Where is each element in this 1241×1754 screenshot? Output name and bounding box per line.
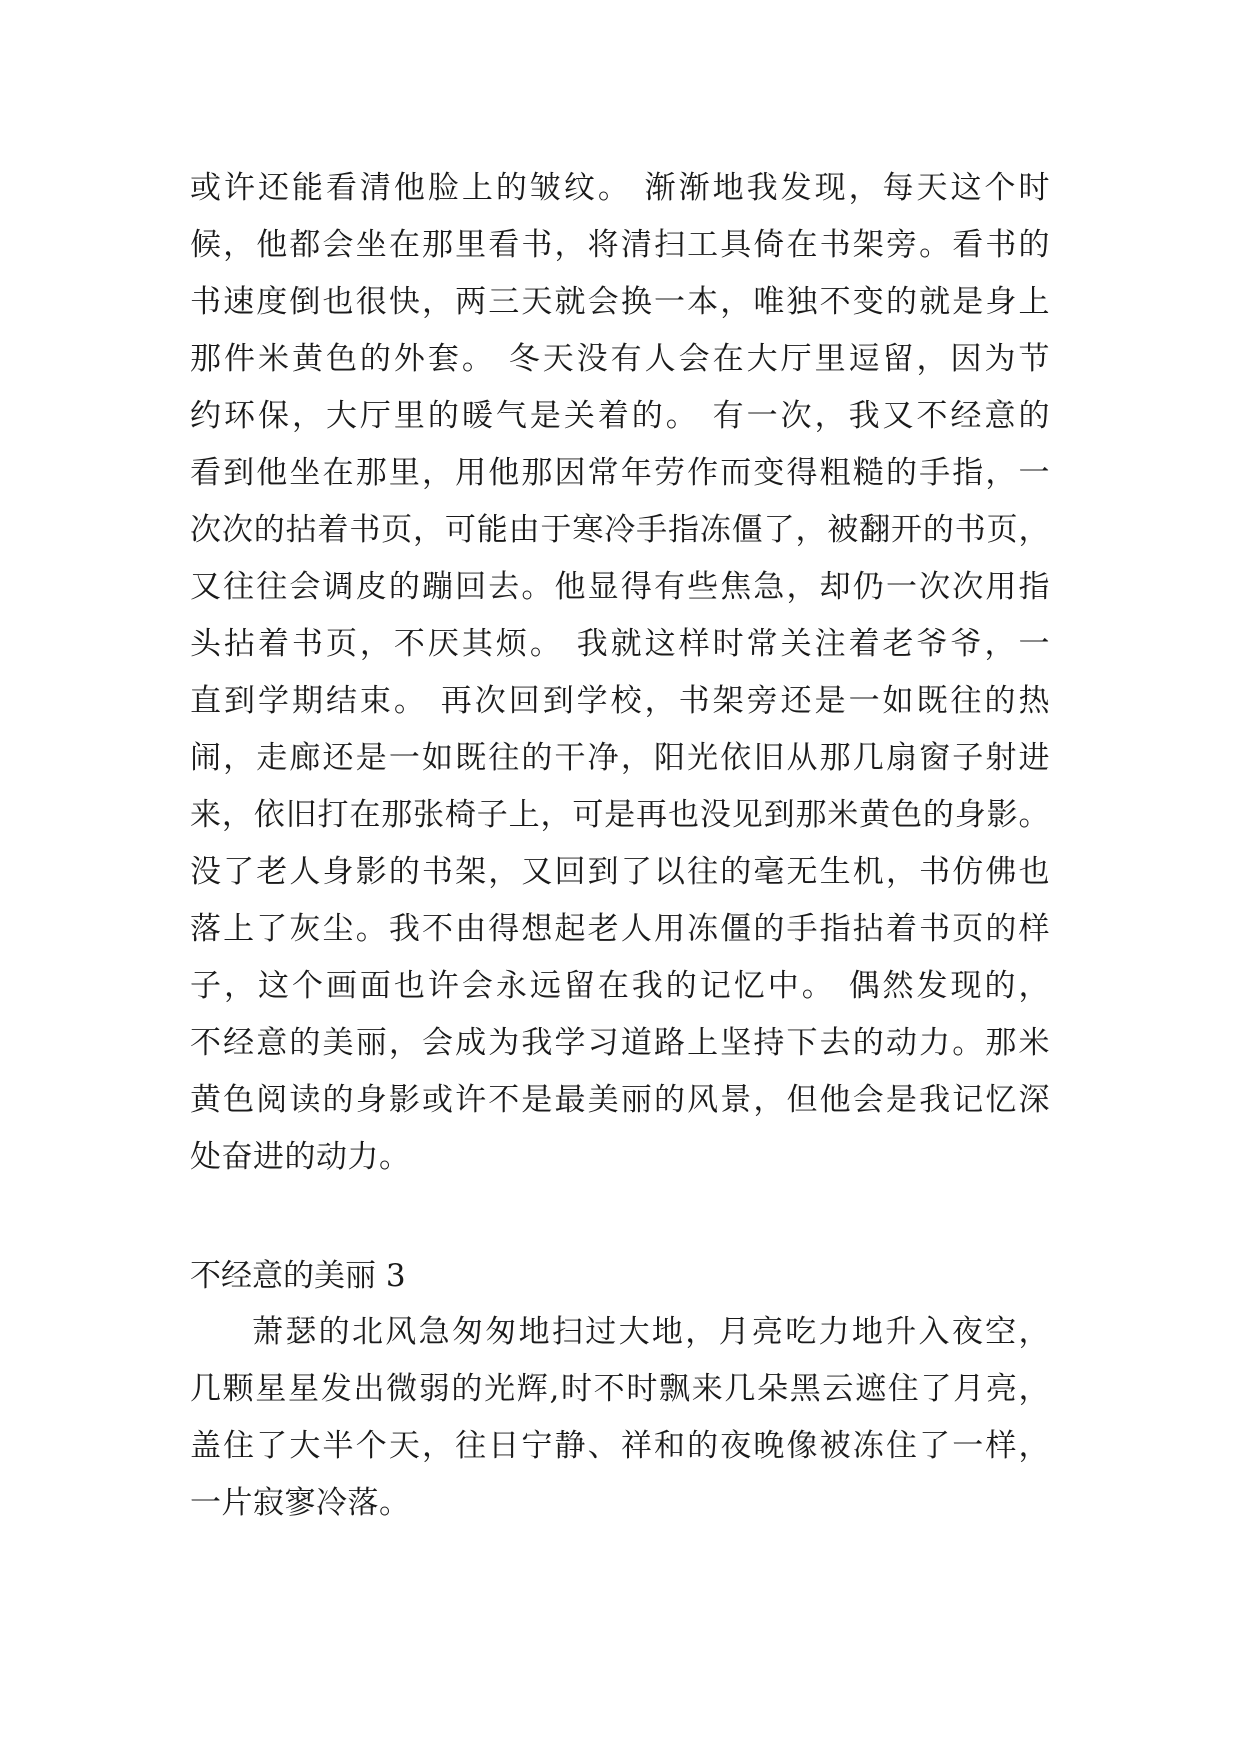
text-line: 黄色阅读的身影或许不是最美丽的风景，但他会是我记忆深 (190, 1082, 1050, 1118)
text-line: 或许还能看清他脸上的皱纹。 渐渐地我发现，每天这个时 (190, 170, 1050, 206)
text-line: 没了老人身影的书架，又回到了以往的毫无生机，书仿佛也 (190, 854, 1050, 890)
text-line: 候，他都会坐在那里看书，将清扫工具倚在书架旁。看书的 (190, 227, 1050, 263)
text-line: 几颗星星发出微弱的光辉,时不时飘来几朵黑云遮住了月亮， (190, 1371, 1050, 1407)
paragraph-continuation (190, 160, 1050, 1186)
text-line: 头拈着书页，不厌其烦。 我就这样时常关注着老爷爷，一 (190, 626, 1050, 662)
text-line: 书速度倒也很快，两三天就会换一本，唯独不变的就是身上 (190, 284, 1050, 320)
text-line: 看到他坐在那里，用他那因常年劳作而变得粗糙的手指，一 (190, 455, 1050, 491)
text-line: 直到学期结束。 再次回到学校，书架旁还是一如既往的热 (190, 683, 1050, 719)
text-line: 约环保，大厅里的暖气是关着的。 有一次，我又不经意的 (190, 398, 1050, 434)
text-line: 又往往会调皮的蹦回去。他显得有些焦急，却仍一次次用指 (190, 569, 1050, 605)
section-title: 不经意的美丽 3 (190, 1258, 406, 1294)
document-body (190, 160, 1050, 1532)
text-line: 一片寂寥冷落。 (190, 1485, 411, 1521)
text-line: 不经意的美丽，会成为我学习道路上坚持下去的动力。那米 (190, 1025, 1050, 1061)
section-spacer (190, 1186, 1050, 1248)
text-line: 次次的拈着书页，可能由于寒冷手指冻僵了，被翻开的书页， (190, 512, 1050, 548)
text-line: 落上了灰尘。我不由得想起老人用冻僵的手指拈着书页的样 (190, 911, 1050, 947)
text-line: 萧瑟的北风急匆匆地扫过大地，月亮吃力地升入夜空， (252, 1314, 1050, 1350)
text-line: 处奋进的动力。 (190, 1139, 411, 1175)
paragraph-section (190, 1304, 1050, 1532)
text-line: 那件米黄色的外套。 冬天没有人会在大厅里逗留，因为节 (190, 341, 1050, 377)
text-line: 来，依旧打在那张椅子上，可是再也没见到那米黄色的身影。 (190, 797, 1050, 833)
text-line: 闹，走廊还是一如既往的干净，阳光依旧从那几扇窗子射进 (190, 740, 1050, 776)
text-line: 盖住了大半个天，往日宁静、祥和的夜晚像被冻住了一样， (190, 1428, 1050, 1464)
text-line: 子，这个画面也许会永远留在我的记忆中。 偶然发现的， (190, 968, 1050, 1004)
